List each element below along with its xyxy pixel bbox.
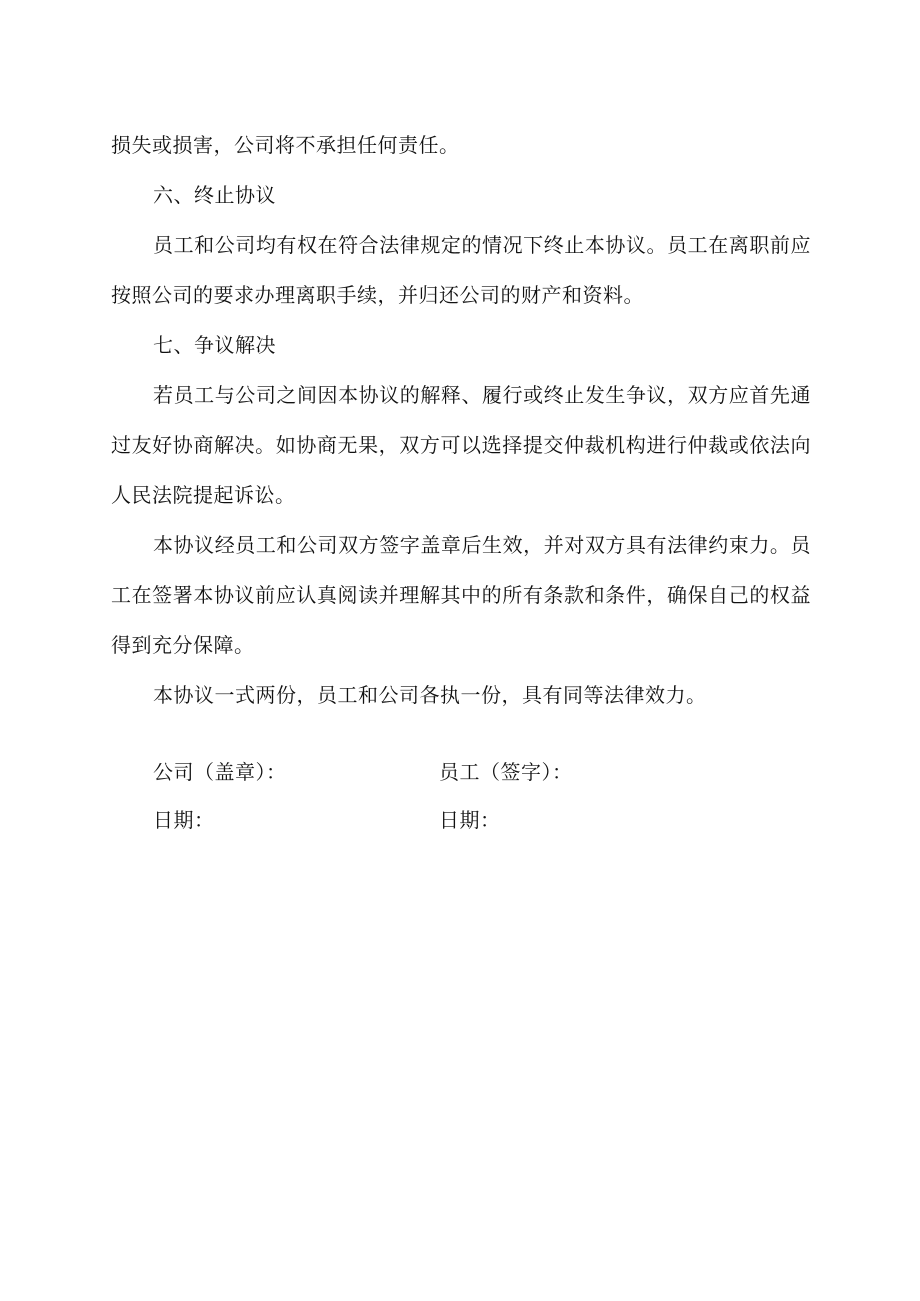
- employee-signature-label: 员工（签字）：: [439, 760, 573, 784]
- termination-paragraph: 员工和公司均有权在符合法律规定的情况下终止本协议。员工在离职前应按照公司的要求办理离职手续，并归还公司的财产和资料。: [111, 233, 811, 307]
- signature-row: [153, 748, 813, 796]
- section-heading-termination: 六、终止协议: [153, 183, 276, 207]
- section-heading-dispute: 七、争议解决: [153, 333, 276, 357]
- employee-date-label: 日期：: [439, 808, 501, 832]
- copies-paragraph: 本协议一式两份，员工和公司各执一份，具有同等法律效力。: [153, 683, 707, 707]
- date-row: [153, 796, 813, 844]
- dispute-paragraph: 若员工与公司之间因本协议的解释、履行或终止发生争议，双方应首先通过友好协商解决。如协商无果，双方可以选择提交仲裁机构进行仲裁或依法向人民法院提起诉讼。: [111, 383, 811, 507]
- signature-block: [153, 748, 813, 844]
- effectiveness-paragraph: 本协议经员工和公司双方签字盖章后生效，并对双方具有法律约束力。员工在签署本协议前应认真阅读并理解其中的所有条款和条件，确保自己的权益得到充分保障。: [111, 533, 811, 657]
- continuation-line: 损失或损害，公司将不承担任何责任。: [111, 133, 460, 157]
- company-date-label: 日期：: [153, 808, 215, 832]
- company-seal-label: 公司（盖章）：: [153, 760, 287, 784]
- document-body: [111, 120, 811, 720]
